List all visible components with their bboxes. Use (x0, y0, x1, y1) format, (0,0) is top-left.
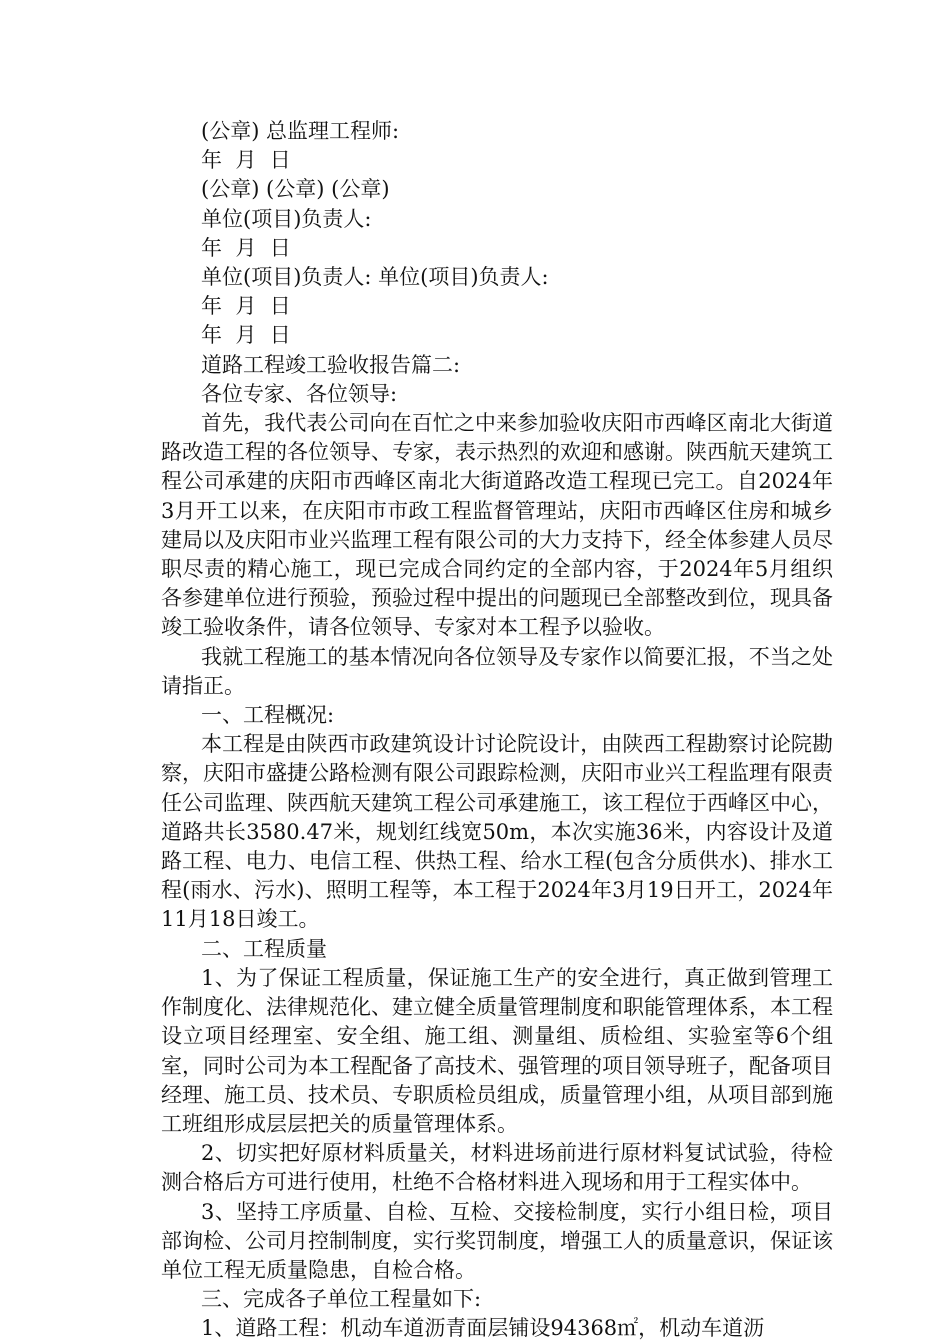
paragraph-intro: 首先，我代表公司向在百忙之中来参加验收庆阳市西峰区南北大街道路改造工程的各位领导、专家，表示热烈的欢迎和感谢。陕西航天建筑工程公司承建的庆阳市西峰区南北大街道路改造工程现已完工。自2024年3月开工以来，在庆阳市市政工程监督管理站，庆阳市西峰区住房和城乡建局以及庆阳市业兴监理工程有限公司的大力支持下，经全体参建人员尽职尽责的精心施工，现已完成合同约定的全部内容，于2024年5月组织各参建单位进行预验，预验过程中提出的问题现已全部整改到位，现具备竣工验收条件，请各位领导、专家对本工程予以验收。 (161, 411, 833, 640)
signature-line: 单位(项目)负责人: 单位(项目)负责人: (201, 265, 549, 290)
date-line: 年 月 日 (201, 148, 291, 173)
heading-quantities: 三、完成各子单位工程量如下: (201, 1287, 482, 1312)
paragraph-road-works: 1、道路工程：机动车道沥青面层铺设94368㎡，机动车道沥 (201, 1316, 765, 1341)
seal-line: (公章) (公章) (公章) (201, 177, 390, 202)
document-body (161, 117, 833, 1344)
paragraph-quality-3: 3、坚持工序质量、自检、互检、交接检制度，实行小组日检，项目部询检、公司月控制制度，实行奖罚制度，增强工人的质量意识，保证该单位工程无质量隐患，自检合格。 (161, 1199, 833, 1282)
heading-overview: 一、工程概况: (201, 703, 335, 728)
section-title: 道路工程竣工验收报告篇二: (201, 352, 461, 377)
paragraph-quality-1: 1、为了保证工程质量，保证施工生产的安全进行，真正做到管理工作制度化、法律规范化、建立健全质量管理制度和职能管理体系，本工程设立项目经理室、安全组、施工组、测量组、质检组、实验室等6个组室，同时公司为本工程配备了高技术、强管理的项目领导班子，配备项目经理、施工员、技术员、专职质检员组成，质量管理小组，从项目部到施工班组形成层层把关的质量管理体系。 (161, 965, 833, 1136)
date-line: 年 月 日 (201, 323, 291, 348)
paragraph-report: 我就工程施工的基本情况向各位领导及专家作以简要汇报，不当之处请指正。 (161, 644, 833, 698)
heading-quality: 二、工程质量 (201, 936, 327, 961)
signature-line: 单位(项目)负责人: (201, 206, 372, 231)
signature-line: (公章) 总监理工程师: (201, 119, 400, 143)
paragraph-overview: 本工程是由陕西市政建筑设计讨论院设计，由陕西工程勘察讨论院勘察，庆阳市盛捷公路检测有限公司跟踪检测，庆阳市业兴工程监理有限责任公司监理、陕西航天建筑工程公司承建施工，该工程位于西峰区中心，道路共长3580.47米，规划红线宽50m，本次实施36米，内容设计及道路工程、电力、电信工程、供热工程、给水工程(包含分质供水)、排水工程(雨水、污水)、照明工程等，本工程于2024年3月19日开工，2024年11月18日竣工。 (161, 732, 833, 932)
paragraph-quality-2: 2、切实把好原材料质量关，材料进场前进行原材料复试试验，待检测合格后方可进行使用，杜绝不合格材料进入现场和用于工程实体中。 (161, 1141, 833, 1195)
date-line: 年 月 日 (201, 294, 291, 319)
greeting: 各位专家、各位领导: (201, 381, 398, 406)
date-line: 年 月 日 (201, 235, 291, 260)
